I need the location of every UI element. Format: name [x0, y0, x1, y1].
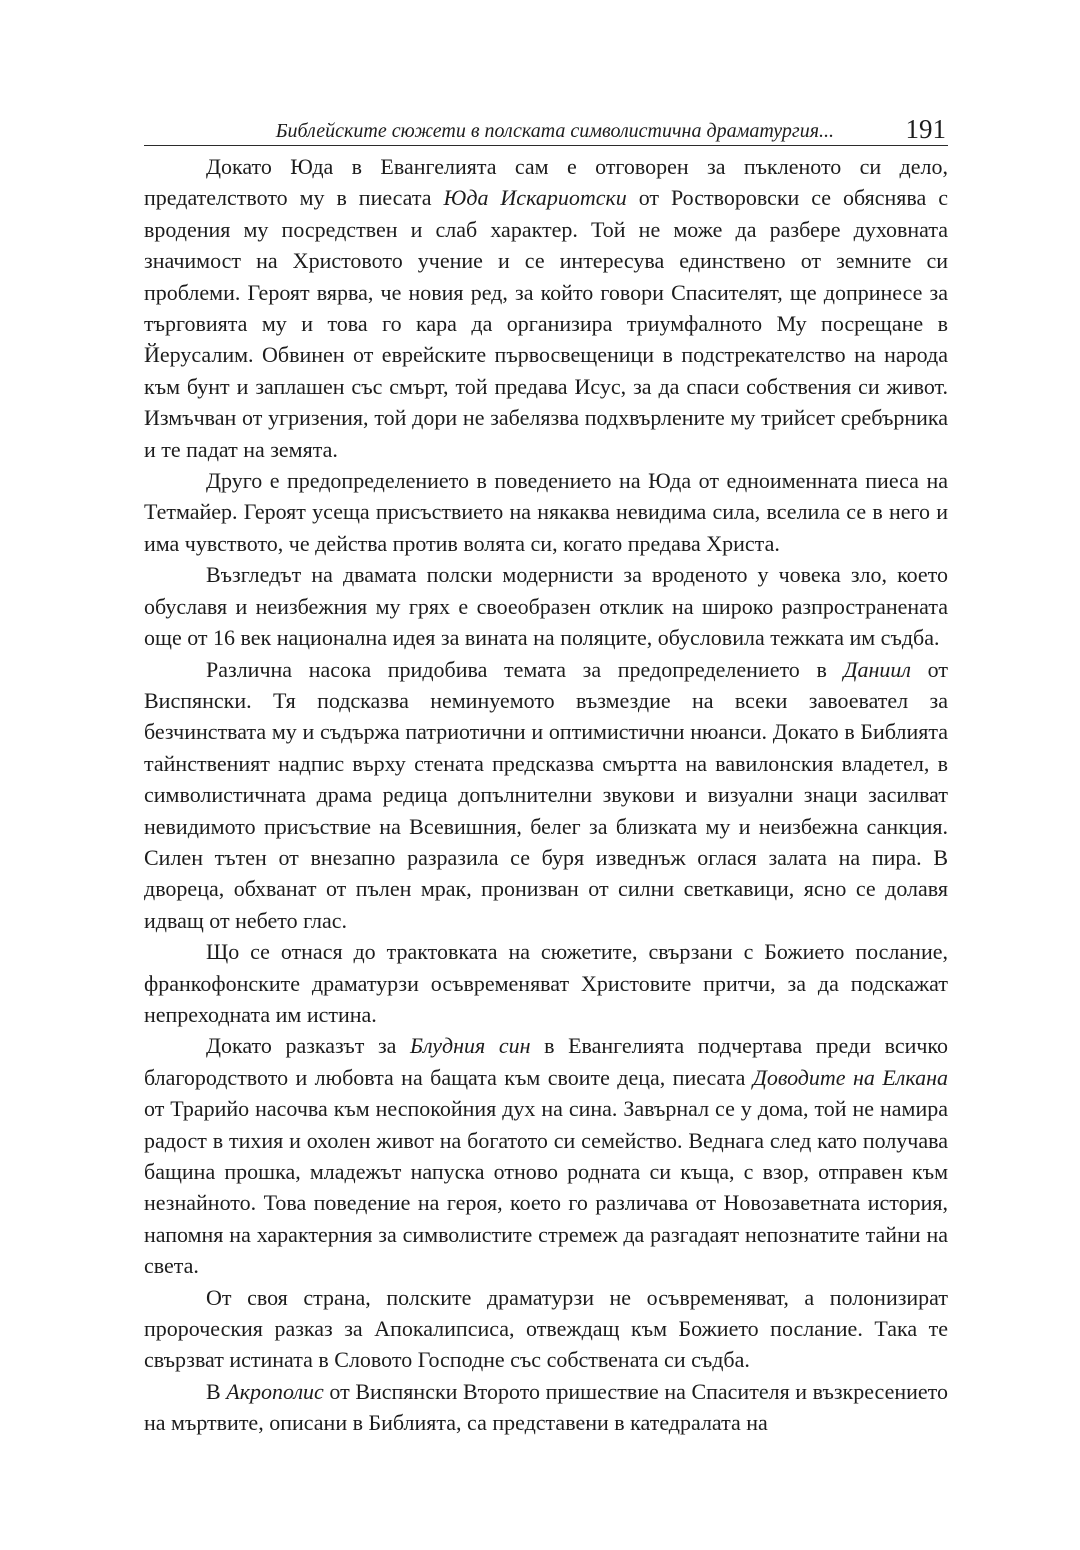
body-text — [144, 151, 948, 1439]
paragraph-8-text-c: от Виспянски Второто пришествие на Спасителя и възкресението на мъртвите, описани в Библията, са представени в катедралата на — [144, 1378, 948, 1436]
running-title: Библейските сюжети в полската символистична драматургия... — [275, 120, 834, 142]
header-rule — [144, 145, 948, 146]
paragraph-4 — [144, 654, 948, 937]
paragraph-2: Друго е предопределението в поведението на Юда от едноименната пиеса на Тетмайер. Героят усеща присъствието на някаква невидима сила, вселила се в него и има чувството, че действа против волята си, когато предава Христа. — [144, 468, 948, 556]
play-title-akropolis: Акрополис — [226, 1378, 324, 1404]
paragraph-1-text-a: Докато Юда в Евангелията сам е отговорен за пъкленото си дело, предателството му в пиесата — [144, 154, 948, 211]
paragraph-6-text-c: в Евангелията подчертава преди всичко благородството и любовта на бащата към своите деца, пиесата — [144, 1033, 948, 1090]
paragraph-6-text-e: от Трарийо насочва към неспокойния дух на сина. Завърнал се у дома, той не намира радост в тихия и охолен живот на богатото си семейство. Веднага след като получава бащина прошка, младежът напуска отново родната си къща, с взор, отправен към незнайното. Това поведение на героя, което го различава от Новозаветната история, напомня на характерния за символистите стремеж да разгадаят непознатите тайни на света. — [144, 1096, 948, 1279]
paragraph-7: От своя страна, полските драматурзи не осъвременяват, а полонизират пророческия разказ за Апокалипсиса, отвеждащ към Божието послание. Така те свързват истината в Словото Господне със собствената си съдба. — [144, 1284, 948, 1373]
running-header — [144, 112, 948, 146]
paragraph-6-text-a: Докато разказът за — [206, 1033, 410, 1059]
play-title-juda-iskariotski: Юда Искариотски — [443, 185, 627, 211]
paragraph-3: Възгледът на двамата полски модернисти за вроденото у човека зло, което обуславя и неизбежния му грях е своеобразен отклик на широко разпространената още от 16 век национална идея за вината на поляците, обусловила тежката им съдба. — [144, 562, 948, 651]
paragraph-4-text-a: Различна насока придобива темата за предопределението в — [206, 656, 844, 682]
paragraph-6 — [144, 1030, 948, 1281]
paragraph-1 — [144, 151, 948, 465]
page-number: 191 — [905, 114, 946, 144]
title-bludniya-sin: Блудния син — [410, 1033, 531, 1059]
paragraph-8 — [144, 1376, 948, 1439]
paragraph-4-text-c: от Виспянски. Тя подсказва неминуемото възмездие на всеки завоевател за безчинствата му и съдържа патриотични и оптимистични нюанси. Докато в Библията тайнственият надпис върху стената предсказва смъртта на вавилонския владетел, в символистичната драма редица допълнителни звукови и визуални знаци засилват невидимото присъствие на Всевишния, белег за близката му и неизбежна санкция. Силен тътен от внезапно разразила се буря изведнъж оглася залата на пира. В двореца, обхванат от пълен мрак, пронизван от силни светкавици, ясно се долавя идващ от небето глас. — [144, 656, 948, 933]
paragraph-1-text-c: от Ростворовски се обяснява с вродения му посредствен и слаб характер. Той не може да разбере духовната значимост на Христовото учение и се интересува единствено от земните си проблеми. Героят вярва, че новия ред, за който говори Спасителят, ще допринесе за търговията му и това го кара да организира триумфалното Му посрещане в Йерусалим. Обвинен от еврейските първосвещеници в подстрекателство на народа към бунт и заплашен със смърт, той предава Исус, за да спаси собствения си живот. Измъчван от угризения, той дори не забелязва подхвърлените му трийсет сребърника и те падат на земята. — [144, 185, 948, 462]
play-title-daniil: Даниил — [843, 656, 912, 682]
paragraph-8-text-a: В — [206, 1378, 227, 1404]
paragraph-5: Що се отнася до трактовката на сюжетите, свързани с Божието послание, франкофонските драматурзи осъвременяват Христовите притчи, за да подскажат непреходната им истина. — [144, 939, 948, 1027]
play-title-dovodite-na-elkana: Доводите на Елкана — [752, 1064, 949, 1090]
